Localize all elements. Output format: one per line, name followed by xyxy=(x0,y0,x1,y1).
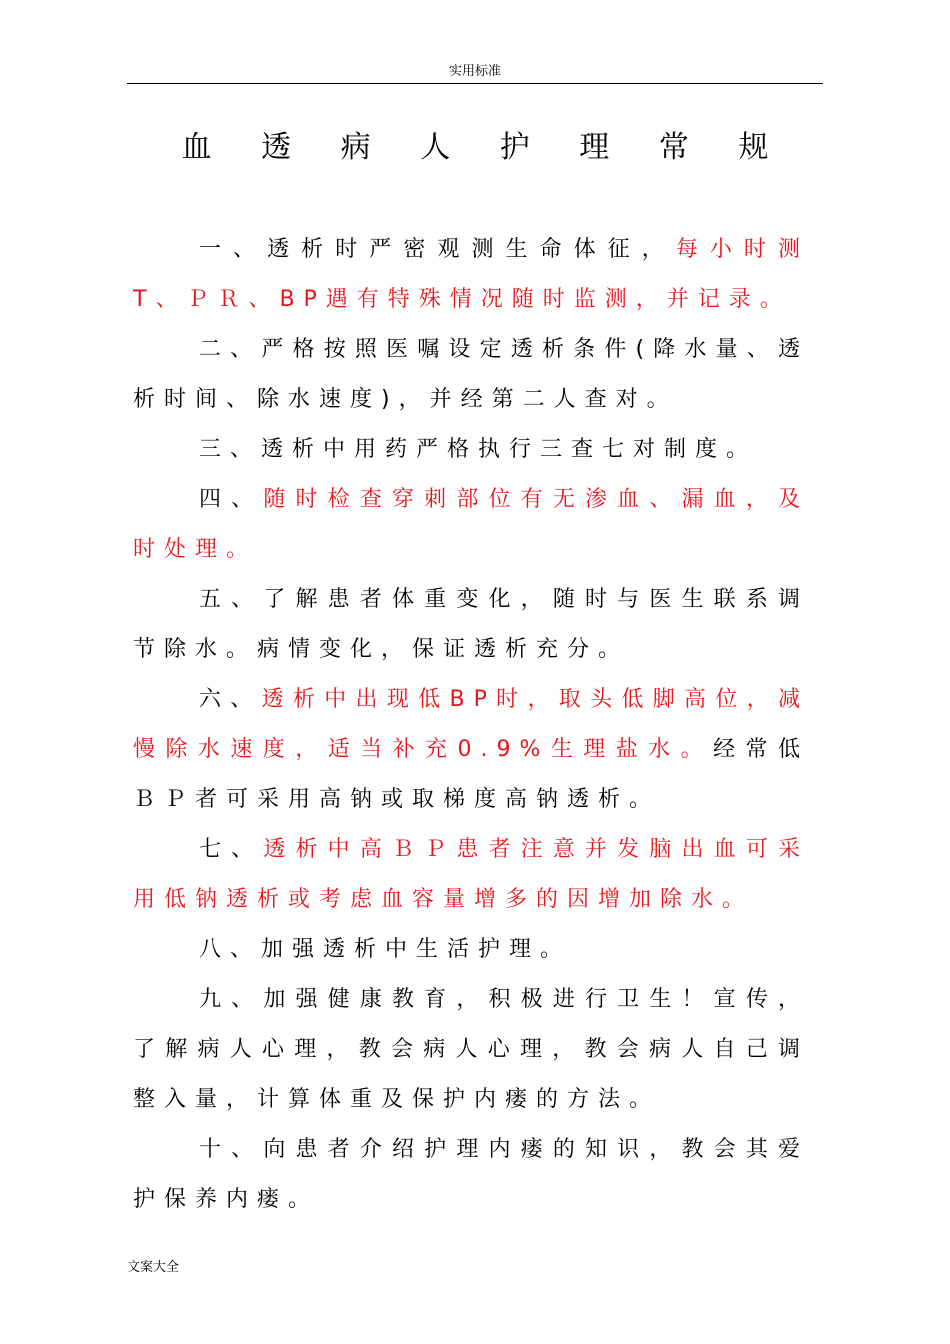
running-footer: 文案大全 xyxy=(127,1260,180,1275)
paragraph-9-segment-1: 九、加强健康教育，积极进行卫生！宣传，了解病人心理，教会病人心理，教会病人自己调整入量，计算体重及保护内瘘的方法。 xyxy=(133,987,809,1112)
paragraph-6-segment-3: 经常低ＢＰ者可采用高钠或取梯度高钠透析。 xyxy=(133,737,809,812)
paragraph-10-segment-1: 十、向患者介绍护理内瘘的知识，教会其爱护保养内瘘。 xyxy=(133,1137,809,1212)
paragraph-1-segment-2: 每小时测T、ＰＲ、BP遇有特殊情况随时监测，并记录。 xyxy=(133,237,809,312)
paragraph-3-segment-1: 三、透析中用药严格执行三查七对制度。 xyxy=(199,437,758,462)
paragraph-6-segment-1: 六、 xyxy=(199,687,262,712)
paragraph-1-segment-1: 一、透析时严密观测生命体征， xyxy=(199,237,676,262)
paragraph-5-segment-1: 五、了解患者体重变化，随时与医生联系调节除水。病情变化，保证透析充分。 xyxy=(133,587,809,662)
paragraph-4-segment-1: 四、 xyxy=(199,487,264,512)
paragraph-3 xyxy=(133,425,809,475)
paragraph-4-segment-2: 随时检查穿刺部位有无渗血、漏血，及时处理。 xyxy=(133,487,809,562)
paragraph-6 xyxy=(133,675,809,825)
header-rule xyxy=(127,83,823,84)
paragraph-4 xyxy=(133,475,809,575)
paragraph-6-segment-2: 透析中出现低BP时，取头低脚高位，减慢除水速度，适当补充0.9%生理盐水。 xyxy=(133,687,809,762)
document-title: 血 透 病 人 护 理 常 规 xyxy=(181,130,789,165)
paragraph-9 xyxy=(133,975,809,1125)
paragraph-7-segment-1: 七、 xyxy=(199,837,264,862)
paragraph-8-segment-1: 八、加强透析中生活护理。 xyxy=(199,937,572,962)
running-header: 实用标准 xyxy=(448,64,501,79)
paragraph-7 xyxy=(133,825,809,925)
paragraph-2-segment-1: 二、严格按照医嘱设定透析条件(降水量、透析时间、除水速度)，并经第二人查对。 xyxy=(133,337,809,412)
paragraph-7-segment-2: 透析中高ＢＰ患者注意并发脑出血可采用低钠透析或考虑血容量增多的因增加除水。 xyxy=(133,837,809,912)
paragraph-10 xyxy=(133,1125,809,1225)
paragraph-1 xyxy=(133,225,809,325)
paragraph-5 xyxy=(133,575,809,675)
paragraph-8 xyxy=(133,925,809,975)
document-body xyxy=(133,225,809,1225)
paragraph-2 xyxy=(133,325,809,425)
